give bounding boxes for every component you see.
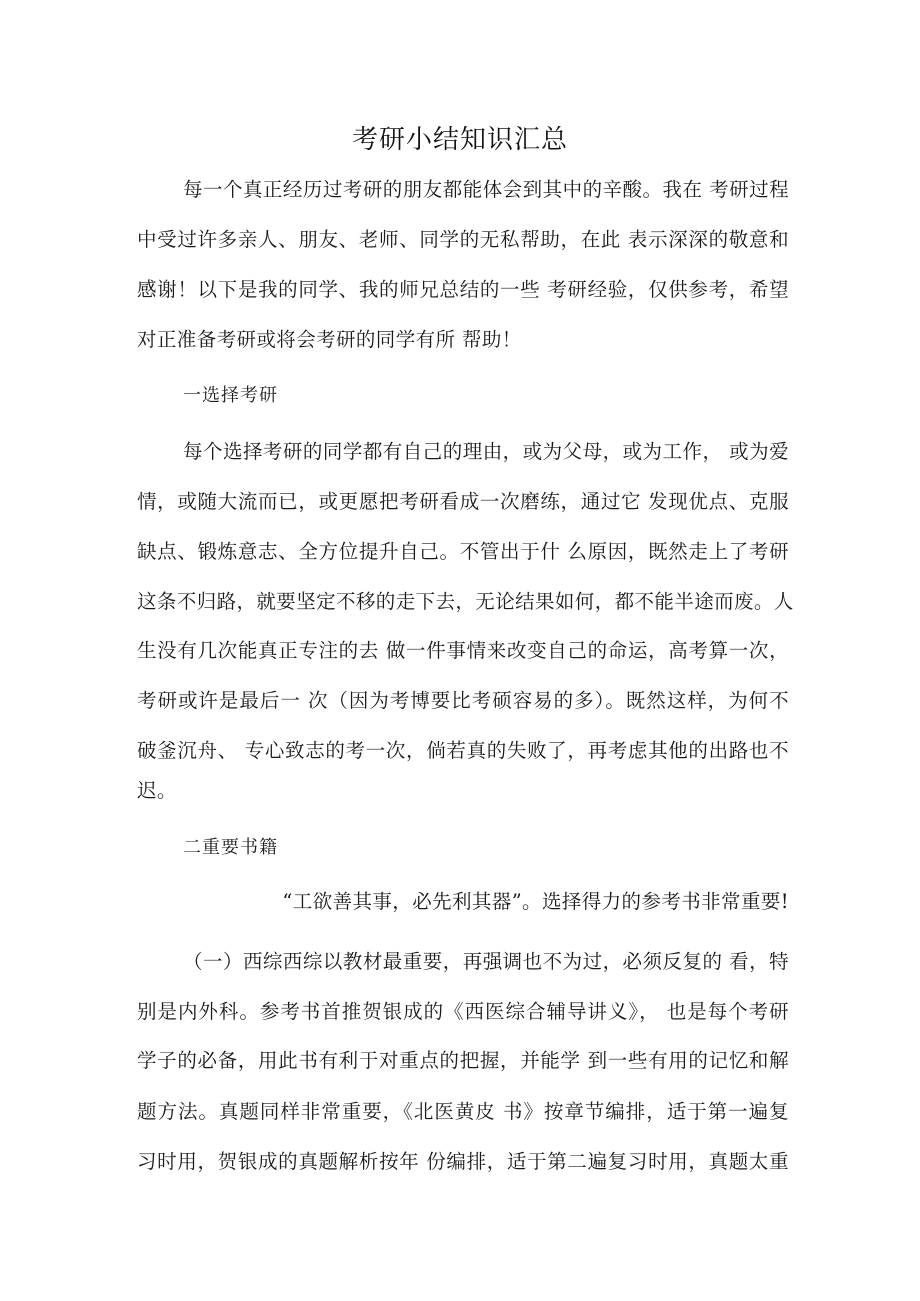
intro-line-1: 每一个真正经历过考研的朋友都能体会到其中的辛酸。我在 考研过程 [183,178,789,201]
section2-quote: “工欲善其事，必先利其器”。选择得力的参考书非常重要! [282,890,789,913]
section1-line-6: 考研或许是最后一 次（因为考博要比考硕容易的多）。既然这样，为何不 [137,689,789,712]
intro-line-2: 中受过许多亲人、朋友、老师、同学的无私帮助，在此 表示深深的敬意和 [137,228,789,251]
section1-line-3: 缺点、锻炼意志、全方位提升自己。不管出于什 么原因，既然走上了考研 [137,540,789,563]
section1-line-2: 情，或随大流而已，或更愿把考研看成一次磨练，通过它 发现优点、克服 [137,490,789,513]
section1-line-5: 生没有几次能真正专注的去 做一件事情来改变自己的命运，高考算一次， [137,639,789,662]
section1-line-8: 迟。 [137,779,177,802]
section2-line-4: 题方法。真题同样非常重要，《北医黄皮 书》按章节编排，适于第一遍复 [137,1100,789,1123]
intro-line-3: 感谢！以下是我的同学、我的师兄总结的一些 考研经验，仅供参考，希望 [137,278,789,301]
section2-line-5: 习时用，贺银成的真题解析按年 份编排，适于第二遍复习时用，真题太重 [137,1150,789,1173]
section2-line-3: 学子的必备，用此书有利于对重点的把握，并能学 到一些有用的记忆和解 [137,1049,789,1072]
section-heading-books: 二重要书籍 [183,837,278,858]
section2-line-1: （一）西综西综以教材最重要，再强调也不为过，必须反复的 看，特 [183,950,789,973]
section-heading-choose: 一选择考研 [183,385,278,406]
section1-line-4: 这条不归路，就要坚定不移的走下去，无论结果如何，都不能半途而废。人 [137,590,794,613]
section1-line-7: 破釜沉舟、 专心致志的考一次，倘若真的失败了，再考虑其他的出路也不 [137,739,789,762]
document-title: 考研小结知识汇总 [351,125,568,155]
section1-line-1: 每个选择考研的同学都有自己的理由，或为父母，或为工作， 或为爱 [183,440,789,463]
intro-line-4: 对正准备考研或将会考研的同学有所 帮助！ [137,328,522,351]
section2-line-2: 别是内外科。参考书首推贺银成的《西医综合辅导讲义》， 也是每个考研 [137,1000,789,1023]
